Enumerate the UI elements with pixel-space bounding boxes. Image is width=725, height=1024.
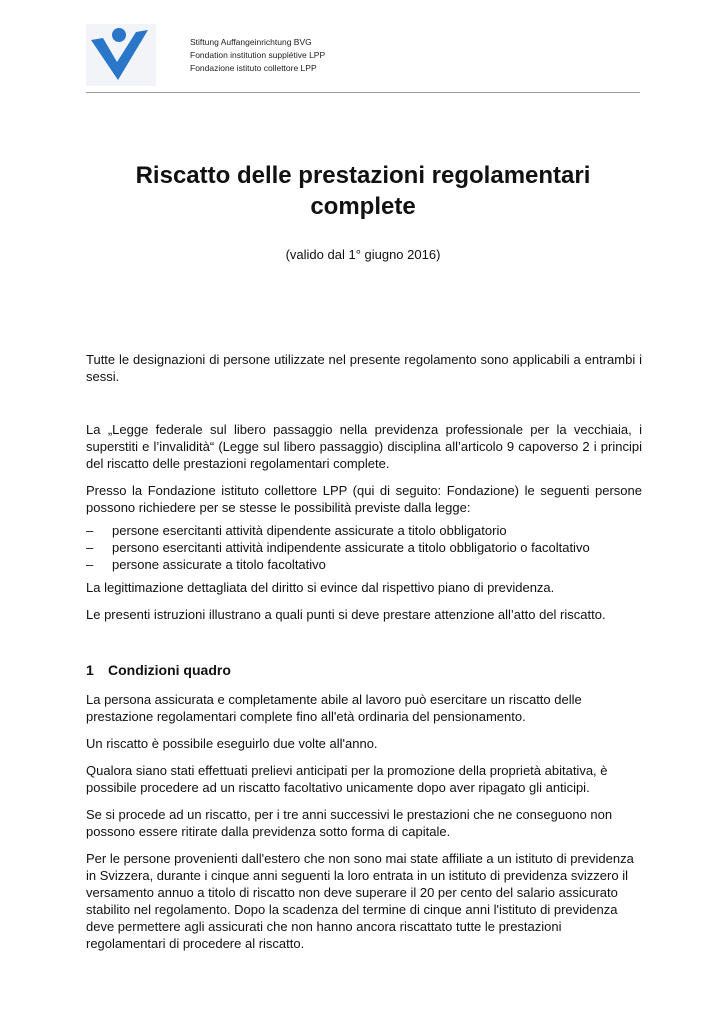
section-number: 1 [86, 662, 94, 678]
bullet-dash: – [86, 557, 94, 572]
validity-date: (valido dal 1° giugno 2016) [285, 247, 441, 262]
section-heading [86, 661, 642, 679]
section-paragraph: Per le persone provenienti dall'estero che non sono mai state affiliate a un istituto di previdenza in Svizzera, durante i cinque anni seguenti la loro entrata in un istituto di previdenza svizzero il versamento annuo a titolo di riscatto non deve superare il 20 per cento del salario assicurato stabilito nel regolamento. Dopo la scadenza del termine di cinque anni l'istituto di previdenza deve permettere agli assicurati che non hanno ancora riscattato tutte le prestazioni regolamentari di procedere al riscatto. [86, 851, 634, 951]
list-item-text: persono esercitanti attività indipendente assicurate a titolo obbligatorio o facoltativo [112, 540, 590, 555]
document-title: Riscatto delle prestazioni regolamentari complete [135, 162, 591, 220]
eligible-persons-list [86, 522, 642, 573]
section-paragraph: La persona assicurata e completamente abile al lavoro può esercitare un riscatto delle prestazione regolamentari complete fino all'età ordinaria del pensionamento. [86, 692, 582, 724]
list-item [86, 522, 642, 539]
document-body [86, 351, 642, 962]
section-paragraph: Qualora siano stati effettuati prelievi anticipati per la promozione della proprietà abitativa, è possibile procedere ad un riscatto facoltativo unicamente dopo aver ripagato gli anticipi. [86, 763, 608, 795]
section-paragraph: Un riscatto è possibile eseguirlo due volte all'anno. [86, 736, 378, 751]
foundation-name-fr: Fondation institution supplétive LPP [190, 50, 326, 60]
gender-note: Tutte le designazioni di persone utilizzate nel presente regolamento sono applicabili a entrambi i sessi. [86, 352, 642, 384]
foundation-names [190, 36, 325, 75]
instructions-paragraph: Le presenti istruzioni illustrano a quali punti si deve prestare attenzione all’atto del riscatto. [86, 607, 606, 622]
person-check-logo-icon [86, 24, 156, 86]
law-paragraph: La „Legge federale sul libero passaggio nella previdenza professionale per la vecchiaia, i superstiti e l’invalidità“ (Legge sul libero passaggio) disciplina all’articolo 9 capoverso 2 i principi del riscatto delle prestazioni regolamentari complete. [86, 422, 642, 471]
foundation-paragraph: Presso la Fondazione istituto collettore LPP (qui di seguito: Fondazione) le seguenti persone possono richiedere per se stesse le possibilità previste dalla legge: [86, 483, 642, 515]
section-paragraph: Se si procede ad un riscatto, per i tre anni successivi le prestazioni che ne conseguono non possono essere ritirate dalla previdenza sotto forma di capitale. [86, 807, 613, 839]
list-item [86, 556, 642, 573]
letterhead [86, 24, 640, 93]
list-item-text: persone assicurate a titolo facoltativo [112, 557, 326, 572]
list-item [86, 539, 642, 556]
legitimation-paragraph: La legittimazione dettagliata del diritto si evince dal rispettivo piano di previdenza. [86, 580, 555, 595]
bullet-dash: – [86, 523, 94, 538]
list-item-text: persone esercitanti attività dipendente assicurate a titolo obbligatorio [112, 523, 507, 538]
foundation-name-it: Fondazione istituto collettore LPP [190, 63, 317, 73]
foundation-name-de: Stiftung Auffangeinrichtung BVG [190, 37, 312, 47]
section-title: Condizioni quadro [108, 662, 231, 678]
bullet-dash: – [86, 540, 94, 555]
